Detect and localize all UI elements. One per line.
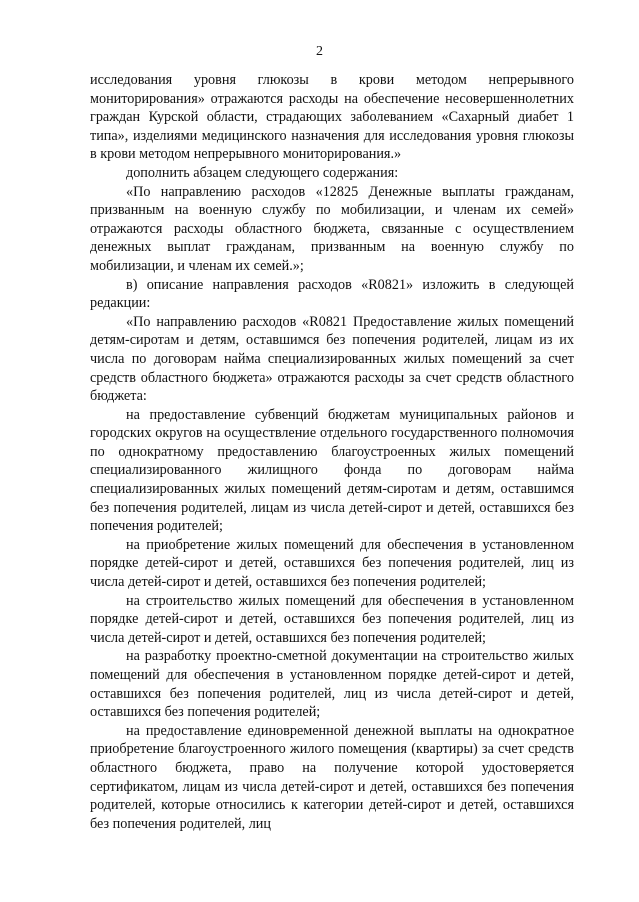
paragraph-8: на строительство жилых помещений для обеспечения в установленном порядке детей-сирот и детей, оставшихся без попечения родителей, лиц из числа детей-сирот и детей, оставшихся без попечения родителей; (90, 592, 574, 646)
paragraph-4: в) описание направления расходов «R0821» изложить в следующей редакции: (90, 276, 574, 312)
paragraph-1: исследования уровня глюкозы в крови методом непрерывного мониторирования» отражаются расходы на обеспечение несовершеннолетних граждан Курской области, страдающих заболеванием «Сахарный диабет 1 типа», изделиями медицинского назначения для исследования уровня глюкозы в крови методом непрерывного мониторирования.» (90, 72, 574, 163)
paragraph-6: на предоставление субвенций бюджетам муниципальных районов и городских округов на осуществление отдельного государственного полномочия по однократному предоставлению благоустроенных жилых помещений специализированного жилищного фонда по договорам найма специализированных жилых помещений детям-сиротам и детям, оставшимся без попечения родителей, лицам из числа детей-сирот и детей, оставшихся без попечения родителей; (90, 406, 574, 535)
paragraph-5: «По направлению расходов «R0821 Предоставление жилых помещений детям-сиротам и детям, оставшимся без попечения родителей, лицам из их числа по договорам найма специализированных жилых помещений за счет средств областного бюджета» отражаются расходы за счет средств областного бюджета: (90, 313, 574, 405)
paragraph-10: на предоставление единовременной денежной выплаты на однократное приобретение благоустроенного жилого помещения (квартиры) за счет средств областного бюджета, право на получение которой удостоверяется сертификатом, лицам из числа детей-сирот и детей, оставшихся без попечения родителей, которые относились к категории детей-сирот и детей, оставшихся без попечения родителей, лиц (90, 722, 574, 832)
paragraph-9: на разработку проектно-сметной документации на строительство жилых помещений для обеспечения в установленном порядке детей-сирот и детей, оставшихся без попечения родителей, лиц из числа детей-сирот и детей, оставшихся без попечения родителей; (90, 648, 574, 721)
paragraph-2: дополнить абзацем следующего содержания: (126, 164, 399, 181)
page-number: 2 (316, 44, 323, 59)
paragraph-7: на приобретение жилых помещений для обеспечения в установленном порядке детей-сирот и детей, оставшихся без попечения родителей, лиц из числа детей-сирот и детей, оставшихся без попечения родителей; (90, 536, 574, 591)
paragraph-3: «По направлению расходов «12825 Денежные выплаты гражданам, призванным на военную службу по мобилизации, и членам их семей» отражаются расходы областного бюджета, связанные с осуществлением денежных выплат гражданам, призванным на военную службу по мобилизации, и членам их семей.»; (90, 183, 574, 274)
document-body (90, 71, 574, 833)
